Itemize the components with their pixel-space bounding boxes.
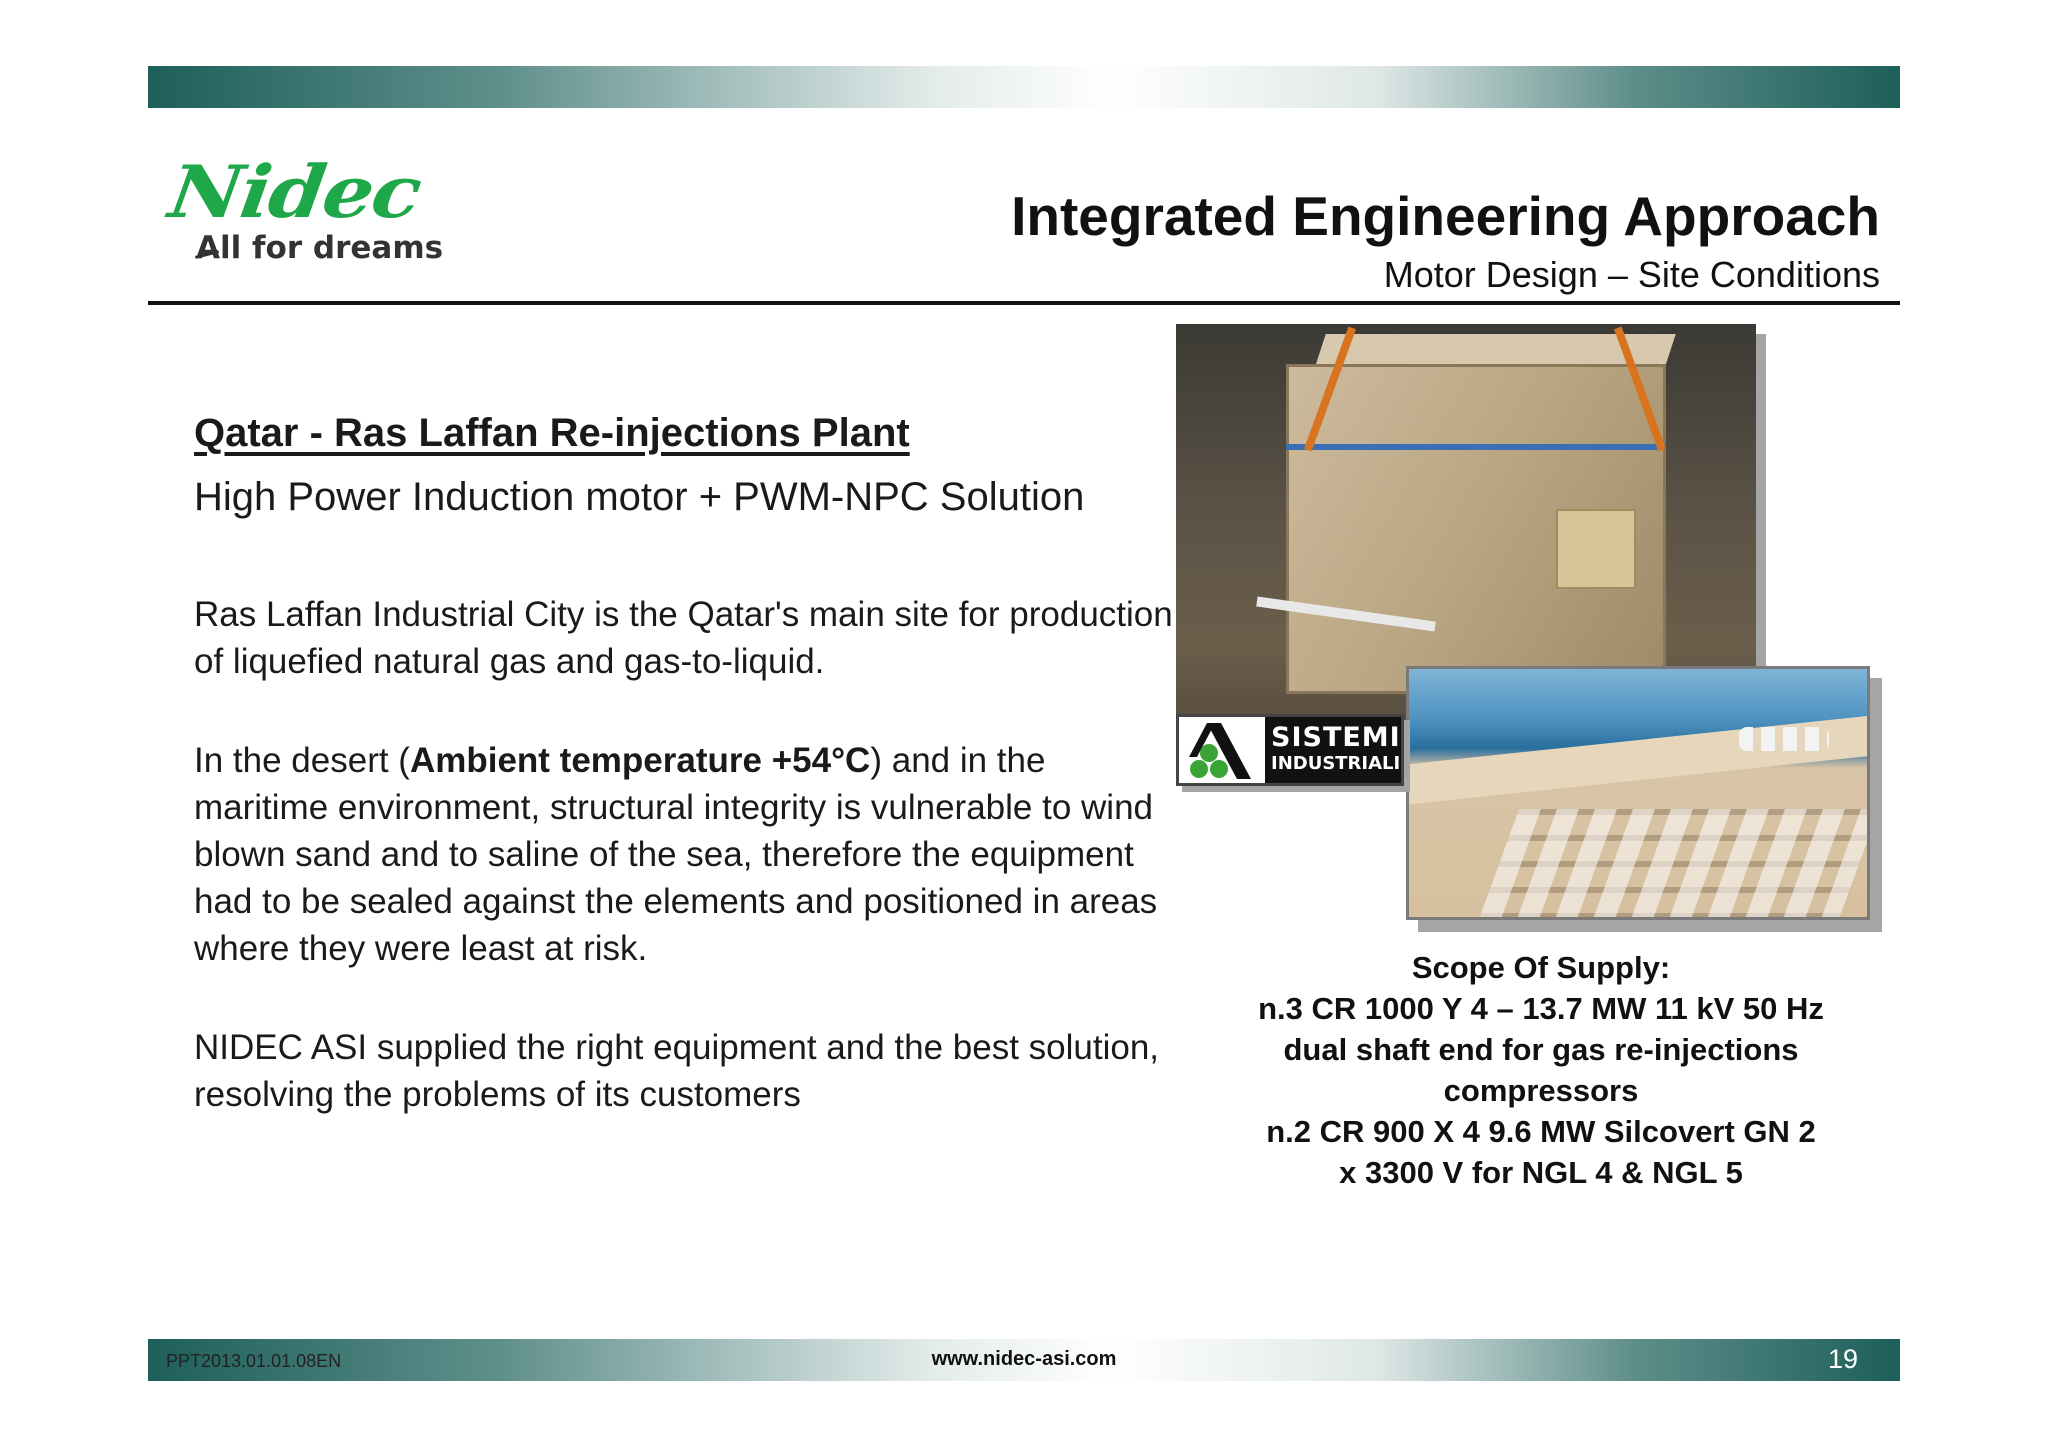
sistemi-line2: INDUSTRIALI [1271, 753, 1401, 774]
title-divider [148, 301, 1900, 305]
page-number: 19 [1827, 1344, 1858, 1374]
logo-tagline: All for dreams [196, 230, 444, 266]
motor-blue-band [1286, 444, 1666, 450]
sistemi-line1: SISTEMI [1271, 722, 1401, 753]
scope-line: n.2 CR 900 X 4 9.6 MW Silcovert GN 2 [1266, 1114, 1816, 1149]
document-code: PPT2013.01.01.08EN [166, 1351, 342, 1371]
scope-line: dual shaft end for gas re-injections [1283, 1032, 1799, 1067]
aerial-storage-tanks [1739, 727, 1829, 751]
scope-line: compressors [1443, 1073, 1639, 1108]
aerial-plant-buildings [1479, 809, 1870, 919]
paragraph-solution: NIDEC ASI supplied the right equipment and the best solution, resolving the problems of its customers [194, 1028, 1160, 1114]
sistemi-industriali-logo [1176, 714, 1404, 786]
sistemi-mark-icon [1185, 723, 1263, 779]
paragraph-environment-rest: ) and in the maritime environment, structural integrity is vulnerable to wind blown sand and to saline of the sea, therefore the equipment had to be sealed against the elements and positioned in areas where they were least at risk. [194, 741, 1158, 968]
paragraph-environment-lead: In the desert ( [194, 741, 410, 780]
scope-line: x 3300 V for NGL 4 & NGL 5 [1339, 1155, 1743, 1190]
ambient-temperature-emphasis: Ambient temperature +54°C [409, 741, 871, 780]
slide-subtitle: Motor Design – Site Conditions [1383, 254, 1880, 295]
aerial-photo [1406, 666, 1870, 920]
header-band [148, 66, 1900, 108]
logo-wordmark: Nidec [164, 149, 426, 235]
section-subheading: High Power Induction motor + PWM-NPC Solution [194, 475, 1085, 519]
sistemi-wordmark [1265, 717, 1401, 783]
paragraph-site: Ras Laffan Industrial City is the Qatar's main site for production of liquefied natural gas and gas-to-liquid. [194, 595, 1173, 681]
scope-line: n.3 CR 1000 Y 4 – 13.7 MW 11 kV 50 Hz [1258, 991, 1824, 1026]
website-link[interactable]: www.nidec-asi.com [931, 1348, 1117, 1370]
scope-line: Scope Of Supply: [1411, 950, 1671, 985]
section-heading: Qatar - Ras Laffan Re-injections Plant [194, 411, 910, 455]
paragraph-environment [194, 737, 1184, 972]
slide-title: Integrated Engineering Approach [1011, 185, 1880, 247]
scope-of-supply [1200, 947, 1882, 1193]
nidec-logo [164, 149, 490, 275]
body-text [194, 405, 1184, 1118]
terminal-box [1556, 509, 1636, 589]
